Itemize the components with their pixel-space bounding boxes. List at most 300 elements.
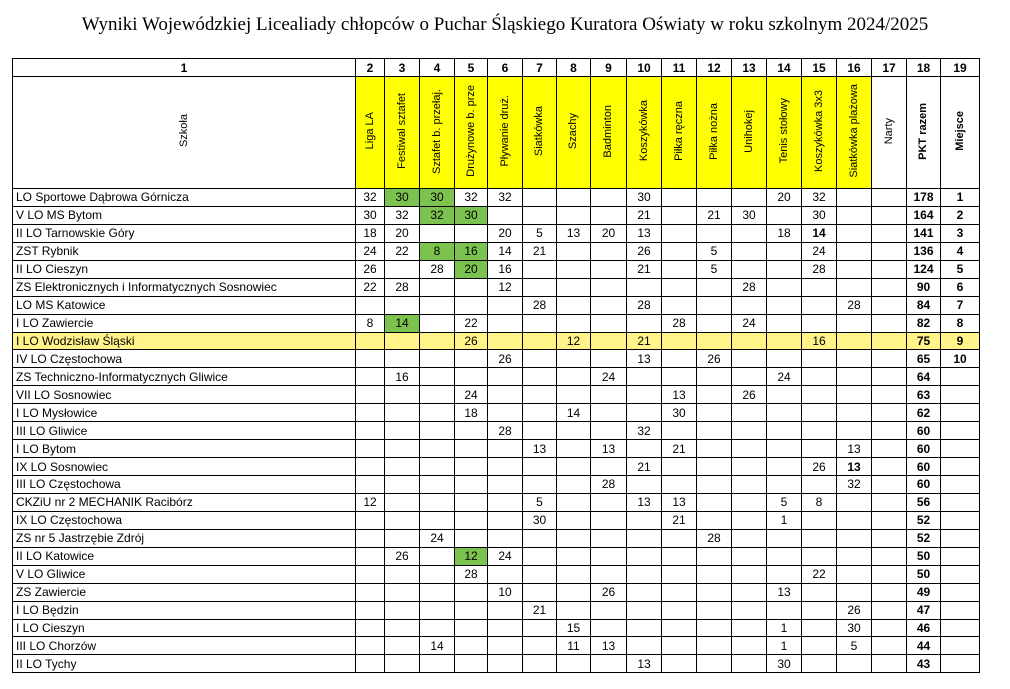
school-name: II LO Tychy xyxy=(13,655,356,673)
score-cell xyxy=(697,655,732,673)
score-cell xyxy=(385,637,420,655)
school-name: CKZiU nr 2 MECHANIK Racibórz xyxy=(13,493,356,511)
score-cell xyxy=(732,637,767,655)
total-points: 82 xyxy=(907,314,941,332)
score-cell xyxy=(802,547,837,565)
table-row xyxy=(13,206,980,224)
score-cell: 8 xyxy=(356,314,385,332)
place-cell: 4 xyxy=(941,242,980,260)
total-points: 164 xyxy=(907,206,941,224)
school-name: I LO Wodzisław Śląski xyxy=(13,332,356,350)
score-cell xyxy=(455,458,488,476)
place-cell xyxy=(941,529,980,547)
score-cell: 28 xyxy=(420,260,455,278)
score-cell xyxy=(523,350,557,368)
score-cell xyxy=(455,511,488,529)
score-cell xyxy=(385,601,420,619)
score-cell xyxy=(627,404,662,422)
score-cell xyxy=(732,511,767,529)
score-cell xyxy=(697,493,732,511)
score-cell xyxy=(802,637,837,655)
score-cell: 13 xyxy=(627,655,662,673)
score-cell: 32 xyxy=(455,189,488,207)
score-cell xyxy=(627,565,662,583)
score-cell xyxy=(523,332,557,350)
score-cell xyxy=(767,476,802,494)
score-cell xyxy=(455,476,488,494)
score-cell xyxy=(420,458,455,476)
column-number: 9 xyxy=(591,59,627,77)
score-cell: 30 xyxy=(732,206,767,224)
score-cell xyxy=(767,260,802,278)
score-cell xyxy=(523,547,557,565)
score-cell xyxy=(872,529,907,547)
score-cell xyxy=(356,547,385,565)
score-cell xyxy=(488,511,523,529)
header-label: Drużynowe b. prze xyxy=(464,85,477,177)
score-cell xyxy=(356,511,385,529)
total-points: 60 xyxy=(907,458,941,476)
score-cell: 32 xyxy=(488,189,523,207)
score-cell xyxy=(488,619,523,637)
score-cell xyxy=(455,440,488,458)
score-cell: 5 xyxy=(697,260,732,278)
score-cell xyxy=(872,404,907,422)
score-cell xyxy=(872,332,907,350)
page-title: Wyniki Wojewódzkiej Licealiady chłopców o Puchar Śląskiego Kuratora Oświaty w roku szkolnym 2024/2025 xyxy=(81,14,929,35)
score-cell xyxy=(523,206,557,224)
score-cell: 8 xyxy=(802,493,837,511)
score-cell: 13 xyxy=(662,493,697,511)
score-cell xyxy=(697,314,732,332)
score-cell xyxy=(872,493,907,511)
school-name: V LO Gliwice xyxy=(13,565,356,583)
score-cell: 20 xyxy=(767,189,802,207)
score-cell xyxy=(385,296,420,314)
score-cell xyxy=(627,386,662,404)
score-cell xyxy=(488,404,523,422)
score-cell: 30 xyxy=(385,189,420,207)
score-cell: 13 xyxy=(557,224,591,242)
score-cell xyxy=(557,511,591,529)
score-cell xyxy=(802,476,837,494)
table-row xyxy=(13,296,980,314)
table-row xyxy=(13,386,980,404)
column-number: 12 xyxy=(697,59,732,77)
column-number: 17 xyxy=(872,59,907,77)
header-label: Festiwal sztafet xyxy=(395,93,408,169)
score-cell xyxy=(591,601,627,619)
score-cell xyxy=(356,404,385,422)
place-cell xyxy=(941,368,980,386)
table-row xyxy=(13,601,980,619)
score-cell xyxy=(455,368,488,386)
score-cell xyxy=(662,189,697,207)
score-cell xyxy=(837,368,872,386)
score-cell xyxy=(420,601,455,619)
score-cell: 16 xyxy=(488,260,523,278)
score-cell xyxy=(767,565,802,583)
score-cell xyxy=(837,655,872,673)
score-cell: 13 xyxy=(627,493,662,511)
table-row xyxy=(13,547,980,565)
school-name: I LO Cieszyn xyxy=(13,619,356,637)
score-cell xyxy=(356,386,385,404)
score-cell xyxy=(420,404,455,422)
score-cell xyxy=(557,314,591,332)
score-cell xyxy=(872,619,907,637)
score-cell: 16 xyxy=(385,368,420,386)
score-cell xyxy=(697,278,732,296)
score-cell: 21 xyxy=(662,440,697,458)
score-cell xyxy=(356,458,385,476)
school-name: IX LO Częstochowa xyxy=(13,511,356,529)
score-cell xyxy=(488,458,523,476)
total-points: 46 xyxy=(907,619,941,637)
score-cell: 21 xyxy=(523,601,557,619)
score-cell xyxy=(591,189,627,207)
score-cell xyxy=(802,314,837,332)
score-cell xyxy=(420,314,455,332)
score-cell xyxy=(591,332,627,350)
score-cell xyxy=(767,350,802,368)
score-cell xyxy=(557,422,591,440)
score-cell xyxy=(837,547,872,565)
score-cell xyxy=(455,296,488,314)
score-cell xyxy=(356,601,385,619)
score-cell: 1 xyxy=(767,637,802,655)
score-cell xyxy=(420,619,455,637)
score-cell: 18 xyxy=(455,404,488,422)
score-cell xyxy=(557,583,591,601)
score-cell xyxy=(767,440,802,458)
column-number: 14 xyxy=(767,59,802,77)
total-points: 52 xyxy=(907,529,941,547)
score-cell xyxy=(837,260,872,278)
score-cell xyxy=(591,655,627,673)
table-row xyxy=(13,350,980,368)
score-cell xyxy=(802,655,837,673)
score-cell xyxy=(523,422,557,440)
score-cell xyxy=(356,583,385,601)
score-cell xyxy=(662,655,697,673)
total-points: 75 xyxy=(907,332,941,350)
header-discipline xyxy=(732,77,767,189)
header-discipline xyxy=(523,77,557,189)
score-cell: 32 xyxy=(627,422,662,440)
score-cell xyxy=(385,404,420,422)
score-cell: 30 xyxy=(455,206,488,224)
score-cell xyxy=(662,242,697,260)
score-cell xyxy=(627,601,662,619)
score-cell: 26 xyxy=(802,458,837,476)
score-cell xyxy=(627,583,662,601)
score-cell xyxy=(872,368,907,386)
score-cell xyxy=(627,278,662,296)
score-cell xyxy=(557,296,591,314)
score-cell xyxy=(872,189,907,207)
score-cell xyxy=(523,404,557,422)
score-cell xyxy=(420,511,455,529)
score-cell xyxy=(523,655,557,673)
score-cell xyxy=(591,458,627,476)
score-cell xyxy=(455,619,488,637)
score-cell xyxy=(591,404,627,422)
score-cell xyxy=(872,224,907,242)
score-cell xyxy=(523,260,557,278)
score-cell xyxy=(662,368,697,386)
column-number: 16 xyxy=(837,59,872,77)
score-cell xyxy=(802,404,837,422)
place-cell xyxy=(941,386,980,404)
score-cell: 22 xyxy=(356,278,385,296)
score-cell xyxy=(872,206,907,224)
score-cell xyxy=(523,583,557,601)
header-discipline xyxy=(837,77,872,189)
score-cell xyxy=(837,224,872,242)
score-cell xyxy=(356,565,385,583)
score-cell xyxy=(591,619,627,637)
score-cell xyxy=(557,493,591,511)
total-points: 56 xyxy=(907,493,941,511)
column-number: 6 xyxy=(488,59,523,77)
score-cell xyxy=(420,655,455,673)
score-cell xyxy=(732,368,767,386)
place-cell: 5 xyxy=(941,260,980,278)
score-cell xyxy=(488,314,523,332)
school-name: LO MS Katowice xyxy=(13,296,356,314)
score-cell xyxy=(662,637,697,655)
score-cell xyxy=(627,511,662,529)
table-row xyxy=(13,314,980,332)
score-cell: 28 xyxy=(802,260,837,278)
score-cell xyxy=(872,565,907,583)
score-cell: 30 xyxy=(662,404,697,422)
score-cell xyxy=(837,493,872,511)
score-cell xyxy=(837,332,872,350)
column-number: 4 xyxy=(420,59,455,77)
header-label: PKT razem xyxy=(917,102,929,160)
column-number: 13 xyxy=(732,59,767,77)
score-cell: 26 xyxy=(356,260,385,278)
place-cell xyxy=(941,601,980,619)
table-row xyxy=(13,511,980,529)
score-cell xyxy=(872,511,907,529)
score-cell: 1 xyxy=(767,511,802,529)
score-cell: 28 xyxy=(591,476,627,494)
table-row xyxy=(13,260,980,278)
column-number: 3 xyxy=(385,59,420,77)
total-points: 60 xyxy=(907,422,941,440)
score-cell xyxy=(872,314,907,332)
score-cell: 21 xyxy=(662,511,697,529)
score-cell xyxy=(591,350,627,368)
score-cell xyxy=(455,422,488,440)
score-cell xyxy=(767,242,802,260)
score-cell xyxy=(697,368,732,386)
score-cell: 28 xyxy=(837,296,872,314)
header-label: Szachy xyxy=(567,112,579,150)
header-points xyxy=(907,77,941,189)
score-cell xyxy=(697,224,732,242)
score-cell xyxy=(591,529,627,547)
place-cell: 8 xyxy=(941,314,980,332)
total-points: 63 xyxy=(907,386,941,404)
score-cell xyxy=(420,386,455,404)
score-cell xyxy=(455,637,488,655)
table-row xyxy=(13,332,980,350)
score-cell xyxy=(662,350,697,368)
score-cell xyxy=(837,386,872,404)
score-cell xyxy=(802,350,837,368)
score-cell xyxy=(385,529,420,547)
total-points: 64 xyxy=(907,368,941,386)
table-row xyxy=(13,476,980,494)
score-cell: 24 xyxy=(802,242,837,260)
score-cell xyxy=(557,565,591,583)
score-cell xyxy=(523,368,557,386)
score-cell xyxy=(802,619,837,637)
header-discipline xyxy=(488,77,523,189)
total-points: 178 xyxy=(907,189,941,207)
score-cell xyxy=(872,583,907,601)
score-cell: 1 xyxy=(767,619,802,637)
header-discipline xyxy=(420,77,455,189)
score-cell xyxy=(455,224,488,242)
score-cell: 10 xyxy=(488,583,523,601)
score-cell: 28 xyxy=(488,422,523,440)
score-cell xyxy=(802,583,837,601)
score-cell xyxy=(455,655,488,673)
score-cell: 12 xyxy=(356,493,385,511)
score-cell: 21 xyxy=(627,206,662,224)
score-cell xyxy=(356,296,385,314)
score-cell xyxy=(837,511,872,529)
school-name: II LO Katowice xyxy=(13,547,356,565)
place-cell: 2 xyxy=(941,206,980,224)
score-cell xyxy=(662,601,697,619)
score-cell: 24 xyxy=(591,368,627,386)
score-cell: 18 xyxy=(356,224,385,242)
score-cell xyxy=(767,314,802,332)
score-cell xyxy=(420,422,455,440)
score-cell xyxy=(385,350,420,368)
table-row xyxy=(13,565,980,583)
score-cell xyxy=(872,242,907,260)
score-cell: 28 xyxy=(732,278,767,296)
score-cell xyxy=(732,422,767,440)
column-number: 15 xyxy=(802,59,837,77)
score-cell xyxy=(732,619,767,637)
score-cell xyxy=(420,565,455,583)
header-label: Unihokej xyxy=(742,109,755,153)
place-cell xyxy=(941,422,980,440)
school-name: ZS Techniczno-Informatycznych Gliwice xyxy=(13,368,356,386)
score-cell xyxy=(837,565,872,583)
school-name: III LO Gliwice xyxy=(13,422,356,440)
score-cell xyxy=(557,278,591,296)
place-cell xyxy=(941,404,980,422)
score-cell xyxy=(662,260,697,278)
score-cell: 28 xyxy=(523,296,557,314)
score-cell xyxy=(802,368,837,386)
score-cell: 20 xyxy=(488,224,523,242)
column-number: 19 xyxy=(941,59,980,77)
score-cell: 30 xyxy=(420,189,455,207)
score-cell xyxy=(627,440,662,458)
score-cell xyxy=(662,619,697,637)
school-name: I LO Zawiercie xyxy=(13,314,356,332)
score-cell: 14 xyxy=(557,404,591,422)
score-cell xyxy=(837,404,872,422)
score-cell: 32 xyxy=(356,189,385,207)
score-cell: 13 xyxy=(627,350,662,368)
total-points: 60 xyxy=(907,440,941,458)
score-cell xyxy=(732,655,767,673)
header-discipline xyxy=(662,77,697,189)
score-cell xyxy=(356,368,385,386)
score-cell xyxy=(385,655,420,673)
score-cell xyxy=(872,637,907,655)
score-cell: 28 xyxy=(385,278,420,296)
score-cell xyxy=(767,458,802,476)
score-cell xyxy=(697,458,732,476)
score-cell xyxy=(420,583,455,601)
score-cell xyxy=(837,314,872,332)
score-cell xyxy=(662,422,697,440)
score-cell xyxy=(420,350,455,368)
total-points: 47 xyxy=(907,601,941,619)
header-label: Koszykówka 3x3 xyxy=(812,90,825,172)
school-name: LO Sportowe Dąbrowa Górnicza xyxy=(13,189,356,207)
score-cell: 24 xyxy=(455,386,488,404)
score-cell: 28 xyxy=(627,296,662,314)
score-cell: 30 xyxy=(356,206,385,224)
score-cell: 20 xyxy=(385,224,420,242)
table-row xyxy=(13,404,980,422)
score-cell xyxy=(627,619,662,637)
score-cell xyxy=(420,278,455,296)
score-cell xyxy=(420,224,455,242)
score-cell xyxy=(385,619,420,637)
table-row xyxy=(13,189,980,207)
score-cell xyxy=(802,440,837,458)
header-discipline xyxy=(697,77,732,189)
score-cell xyxy=(488,296,523,314)
score-cell xyxy=(767,547,802,565)
score-cell xyxy=(837,422,872,440)
place-cell xyxy=(941,619,980,637)
score-cell xyxy=(732,583,767,601)
score-cell xyxy=(872,278,907,296)
score-cell xyxy=(662,206,697,224)
score-cell xyxy=(523,476,557,494)
score-cell xyxy=(385,458,420,476)
score-cell xyxy=(356,619,385,637)
table-row xyxy=(13,529,980,547)
total-points: 50 xyxy=(907,547,941,565)
score-cell xyxy=(627,314,662,332)
score-cell xyxy=(557,350,591,368)
score-cell xyxy=(488,332,523,350)
score-cell xyxy=(420,368,455,386)
score-cell: 26 xyxy=(837,601,872,619)
table-row xyxy=(13,583,980,601)
score-cell xyxy=(455,493,488,511)
score-cell xyxy=(872,547,907,565)
score-cell xyxy=(591,547,627,565)
score-cell xyxy=(662,529,697,547)
